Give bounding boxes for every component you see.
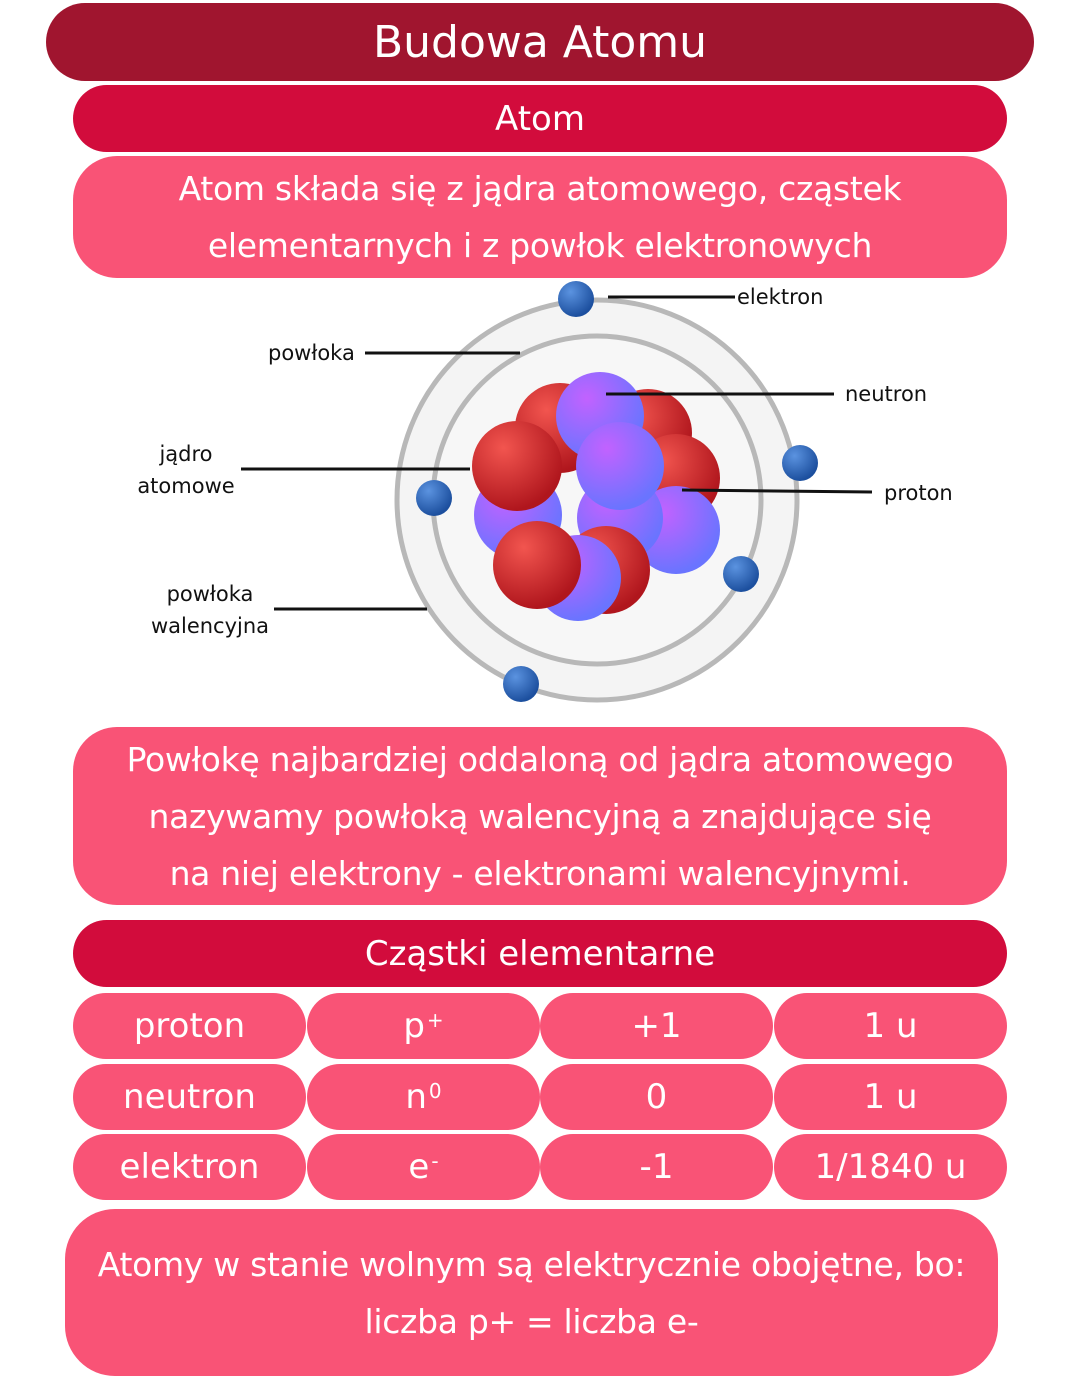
label-neutron: neutron xyxy=(845,382,928,406)
valence-note-box xyxy=(73,727,1007,905)
particle-mass-cell: 1/1840 u xyxy=(774,1134,1007,1200)
particle-symbol: e xyxy=(408,1147,430,1187)
particle-symbol-sup: 0 xyxy=(428,1079,442,1103)
neutron-ball xyxy=(576,422,664,510)
electron-ball xyxy=(416,480,452,516)
valence-note-line: na niej elektrony - elektronami walencyjnymi. xyxy=(169,853,911,893)
particle-symbol-cell xyxy=(307,1134,540,1200)
page-title: Budowa Atomu xyxy=(46,3,1034,81)
label-valence-line: walencyjna xyxy=(150,614,270,638)
valence-note-line: Powłokę najbardziej oddaloną od jądra atomowego xyxy=(126,739,954,779)
definition-line: Atom składa się z jądra atomowego, cząstek xyxy=(178,169,902,208)
proton-ball xyxy=(493,521,581,609)
particle-charge-cell: 0 xyxy=(540,1064,773,1130)
particle-symbol: n xyxy=(405,1077,427,1117)
atom-definition-box xyxy=(73,156,1007,278)
conclusion-line: liczba p+ = liczba e- xyxy=(364,1301,699,1341)
particle-symbol-sup: - xyxy=(431,1149,439,1173)
particle-charge-cell: -1 xyxy=(540,1134,773,1200)
particle-symbol: p xyxy=(403,1006,425,1046)
label-nucleus-line: atomowe xyxy=(137,474,235,498)
section-title-atom: Atom xyxy=(73,85,1007,152)
particle-mass-cell: 1 u xyxy=(774,1064,1007,1130)
particle-symbol-sup: + xyxy=(426,1008,444,1032)
particle-symbol-cell xyxy=(307,993,540,1059)
particle-charge-cell: +1 xyxy=(540,993,773,1059)
electron-ball xyxy=(723,556,759,592)
particle-symbol-cell xyxy=(307,1064,540,1130)
electron-ball xyxy=(782,445,818,481)
particle-mass-cell: 1 u xyxy=(774,993,1007,1059)
valence-note-line: nazywamy powłoką walencyjną a znajdujące się xyxy=(148,796,932,836)
definition-line: elementarnych i z powłok elektronowych xyxy=(207,226,873,265)
particle-name-cell: neutron xyxy=(73,1064,306,1130)
proton-ball xyxy=(472,421,562,511)
label-valence-shell xyxy=(142,578,278,642)
particle-name-cell: proton xyxy=(73,993,306,1059)
conclusion-line: Atomy w stanie wolnym są elektrycznie obojętne, bo: xyxy=(97,1244,966,1284)
particle-name-cell: elektron xyxy=(73,1134,306,1200)
label-valence-line: powłoka xyxy=(166,582,254,606)
electron-ball xyxy=(503,666,539,702)
conclusion-box xyxy=(65,1209,998,1376)
electron-ball xyxy=(558,281,594,317)
label-proton: proton xyxy=(884,481,953,505)
label-nucleus xyxy=(128,438,244,502)
section-title-particles: Cząstki elementarne xyxy=(73,920,1007,987)
label-electron: elektron xyxy=(737,285,824,309)
label-nucleus-line: jądro xyxy=(159,442,213,466)
label-shell: powłoka xyxy=(268,341,355,365)
